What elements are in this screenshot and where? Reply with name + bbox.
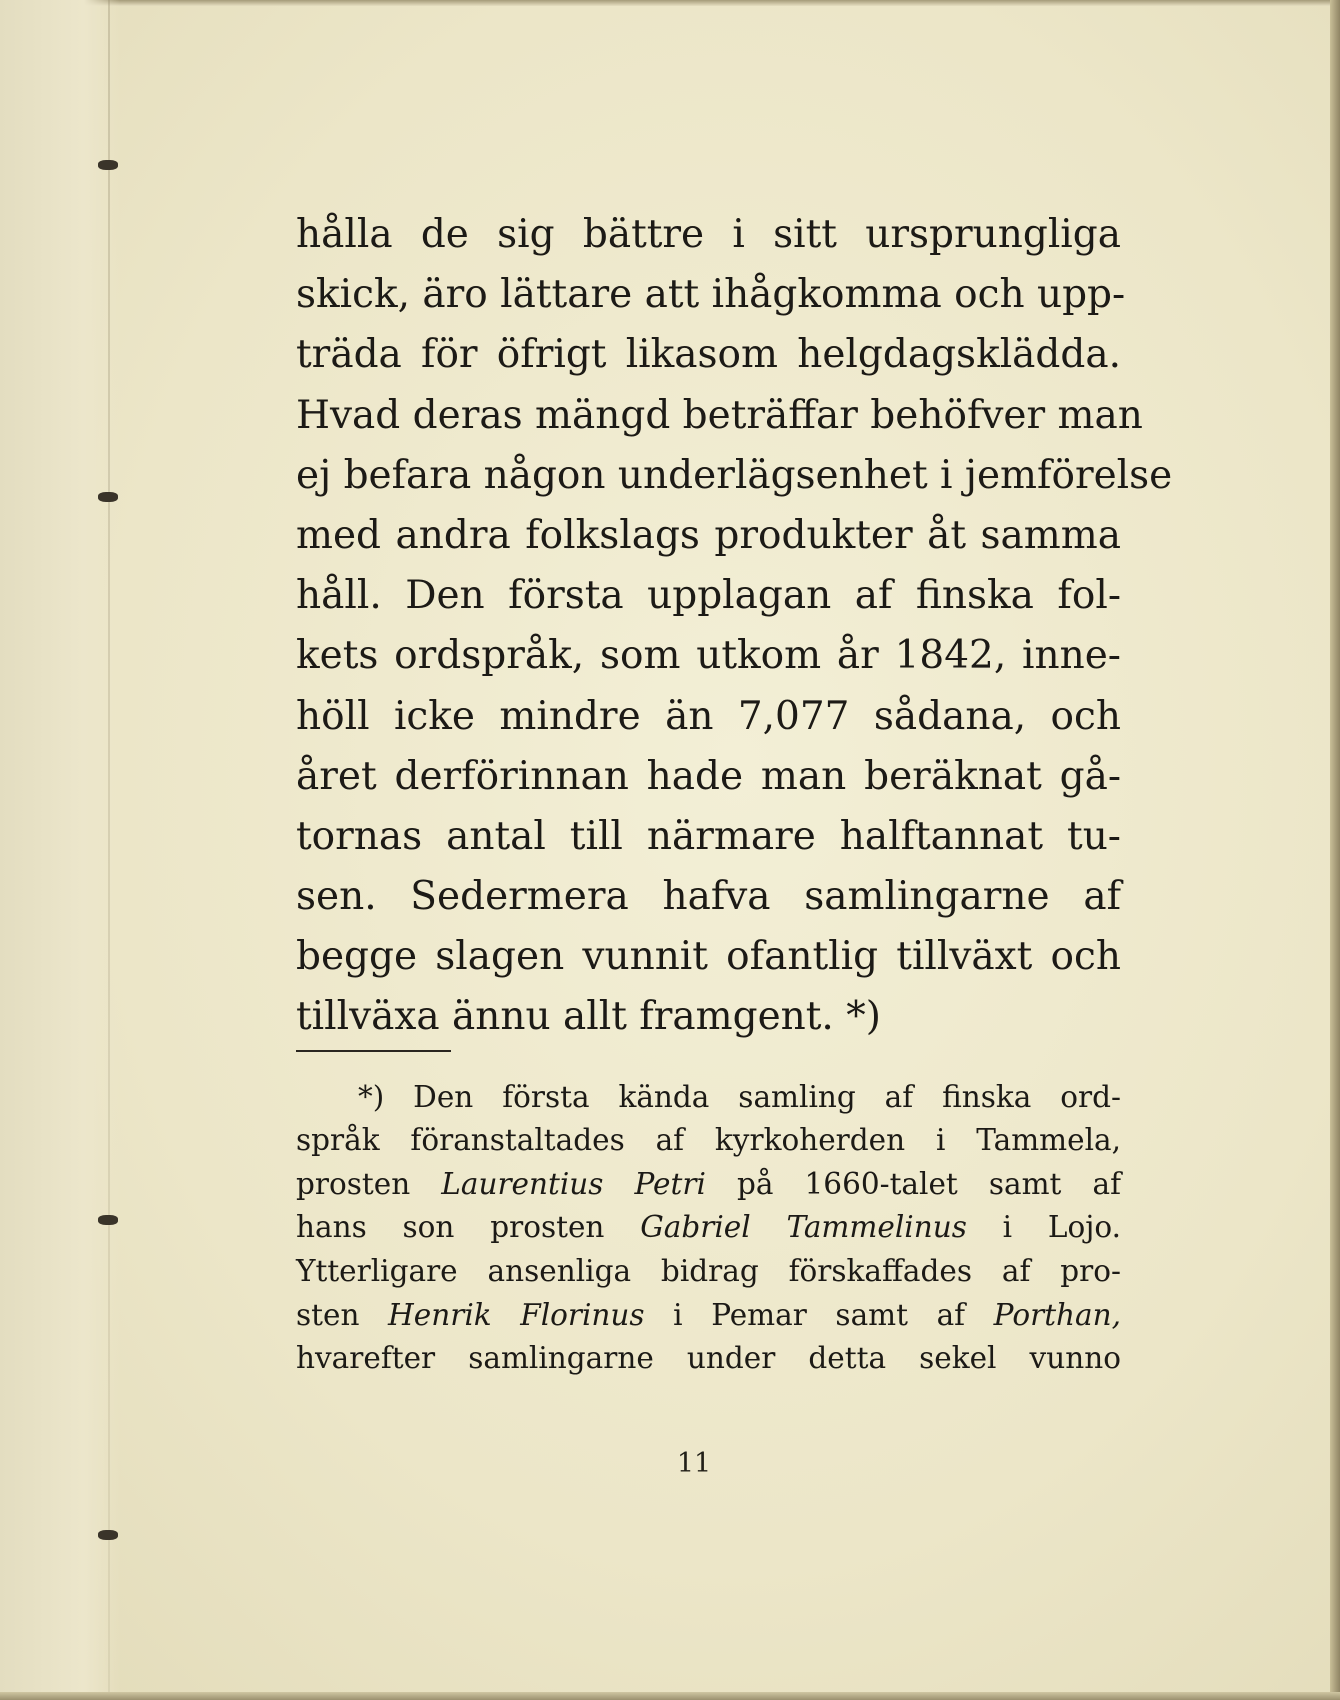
- text-line: ej befara någon underlägsenhet i jemförelse: [296, 452, 1173, 498]
- text-line: träda för öfrigt likasom helgdagsklädda.: [296, 332, 1121, 378]
- person-name: Henrik Florinus: [388, 1297, 645, 1332]
- binding-thread: [108, 0, 110, 1700]
- page-number: 11: [676, 1448, 712, 1479]
- text-line: tillväxa ännu allt framgent. *): [296, 994, 881, 1040]
- footnote-line: hvarefter samlingarne under detta sekel vunno: [296, 1341, 1121, 1376]
- person-name: Laurentius Petri: [441, 1166, 706, 1201]
- footnote-separator: [296, 1050, 451, 1052]
- binding-gutter: [0, 0, 120, 1700]
- text-line: skick, äro lättare att ihågkomma och upp-: [296, 272, 1126, 318]
- text-line: tornas antal till närmare halftannat tu-: [296, 813, 1121, 859]
- page-bottom-edge: [0, 1692, 1340, 1700]
- person-name: Gabriel Tammelinus: [640, 1210, 967, 1245]
- footnote-line: språk föranstaltades af kyrkoherden i Tammela,: [296, 1123, 1121, 1158]
- text-line: höll icke mindre än 7,077 sådana, och: [296, 693, 1121, 739]
- binding-stitch: [98, 160, 118, 170]
- main-paragraph: [296, 205, 1173, 1048]
- page-right-edge: [1330, 0, 1340, 1700]
- text-line: Hvad deras mängd beträffar behöfver man: [296, 392, 1143, 438]
- footnote-text: sten: [296, 1297, 389, 1332]
- text-block: [296, 205, 1173, 1381]
- footnote-text: på 1660-talet samt af: [705, 1166, 1121, 1201]
- footnote-text: i Pemar samt af: [644, 1297, 994, 1332]
- footnote-line: [296, 1163, 1121, 1207]
- binding-stitch: [98, 1530, 118, 1540]
- binding-stitch: [98, 1215, 118, 1225]
- footnote-text: i Lojo.: [966, 1210, 1121, 1245]
- footnote-text: hans son prosten: [296, 1210, 641, 1245]
- text-line: med andra folkslags produkter åt samma: [296, 512, 1121, 558]
- person-name: Porthan,: [993, 1297, 1122, 1332]
- footnote-text: prosten: [296, 1166, 442, 1201]
- text-line: hålla de sig bättre i sitt ursprungliga: [296, 212, 1121, 257]
- footnote-line: [296, 1206, 1121, 1250]
- text-line: året derförinnan hade man beräknat gå-: [296, 753, 1121, 799]
- footnote: [296, 1076, 1121, 1381]
- text-line: kets ordspråk, som utkom år 1842, inne-: [296, 633, 1121, 679]
- text-line: begge slagen vunnit ofantlig tillväxt och: [296, 934, 1121, 980]
- page-top-edge: [0, 0, 1340, 6]
- text-line: håll. Den första upplagan af finska fol-: [296, 573, 1121, 619]
- binding-stitch: [98, 492, 118, 502]
- text-line: sen. Sedermera hafva samlingarne af: [296, 874, 1121, 920]
- footnote-line: *) Den första kända samling af finska ord-: [358, 1079, 1121, 1114]
- footnote-line: [296, 1294, 1121, 1338]
- footnote-line: Ytterligare ansenliga bidrag förskaffades af pro-: [296, 1254, 1121, 1288]
